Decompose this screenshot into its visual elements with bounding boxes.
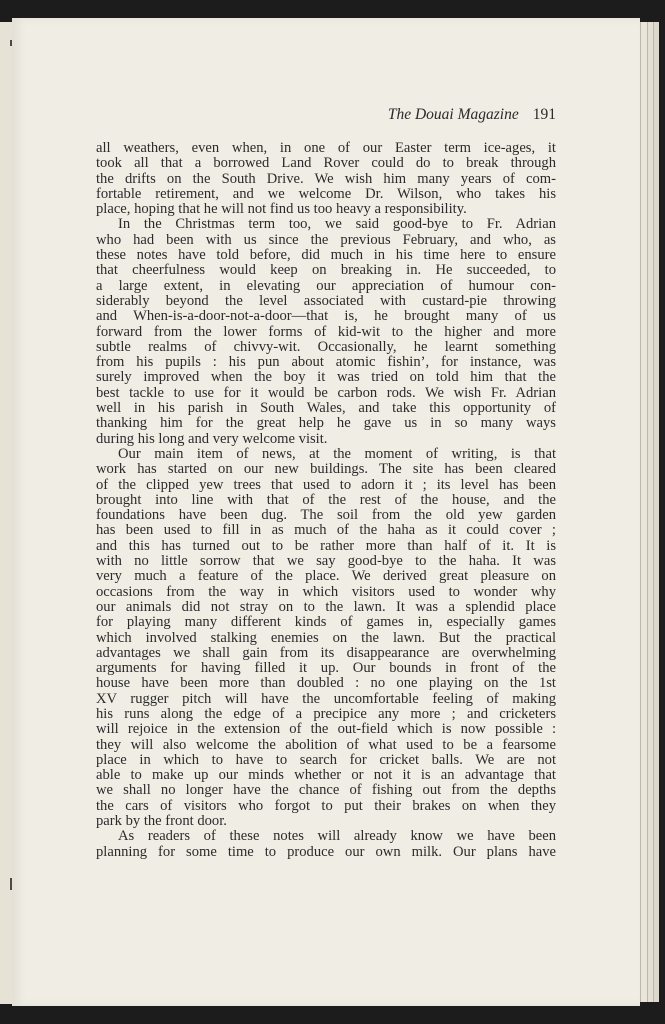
text-line: arguments for having filled it up. Our bounds in front of the bbox=[96, 660, 556, 677]
text-line: subtle realms of chivvy-wit. Occasionally, he learnt something bbox=[96, 338, 556, 355]
page-edge-stack bbox=[653, 22, 659, 1002]
text-line: park by the front door. bbox=[96, 813, 227, 830]
text-line: foundations have been dug. The soil from the old yew garden bbox=[96, 507, 556, 524]
text-line: from his pupils : his pun about atomic fishin’, for instance, was bbox=[96, 354, 556, 371]
text-line: thanking him for the great help he gave us in so many ways bbox=[96, 415, 556, 432]
running-title: The Douai Magazine bbox=[387, 106, 519, 123]
text-line: the cars of visitors who forgot to put their brakes on when they bbox=[96, 797, 556, 814]
text-line: place in which to have to search for cricket balls. We are not bbox=[96, 751, 556, 768]
running-header bbox=[84, 106, 556, 126]
text-line: who had been with us since the previous February, and who, as bbox=[96, 231, 556, 248]
text-line: occasions from the way in which visitors used to wonder why bbox=[96, 583, 556, 600]
text-line: our animals did not stray on to the lawn. It was a splendid place bbox=[96, 598, 556, 615]
text-line: the drifts on the South Drive. We wish him many years of com- bbox=[96, 170, 556, 187]
text-line: which involved stalking enemies on the lawn. But the practical bbox=[96, 629, 556, 646]
text-line: these notes have told before, did much in his time here to ensure bbox=[96, 247, 556, 264]
text-line: able to make up our minds whether or not it is an advantage that bbox=[96, 767, 556, 784]
text-line: of the clipped yew trees that used to adorn it ; its level has been bbox=[96, 476, 556, 493]
text-line: siderably beyond the level associated with custard-pie throwing bbox=[96, 292, 556, 309]
text-line: his runs along the edge of a precipice any more ; and cricketers bbox=[96, 705, 556, 722]
text-line: forward from the lower forms of kid-wit to the higher and more bbox=[96, 323, 556, 340]
text-line: work has started on our new buildings. The site has been cleared bbox=[96, 461, 556, 478]
page-number: 191 bbox=[532, 106, 556, 123]
text-line: house have been more than doubled : no one playing on the 1st bbox=[96, 675, 556, 692]
binding-mark bbox=[10, 878, 12, 890]
text-line: and When-is-a-door-not-a-door—that is, he brought many of us bbox=[96, 308, 556, 325]
text-line: and this has turned out to be rather more than half of it. It is bbox=[96, 537, 556, 554]
text-line: for playing many different kinds of games in, especially games bbox=[96, 614, 556, 631]
text-line: In the Christmas term too, we said good-bye to Fr. Adrian bbox=[118, 216, 556, 233]
text-line: best tackle to use for it would be carbon rods. We wish Fr. Adrian bbox=[96, 384, 556, 401]
binding-mark bbox=[10, 40, 12, 46]
text-line: we shall no longer have the chance of fishing out from the depths bbox=[96, 782, 556, 799]
text-line: during his long and very welcome visit. bbox=[96, 430, 328, 447]
text-line: has been used to fill in as much of the haha as it could cover ; bbox=[96, 522, 556, 539]
body-text bbox=[96, 141, 556, 860]
text-line: place, hoping that he will not find us too heavy a responsibility. bbox=[96, 201, 467, 218]
text-line: fortable retirement, and we welcome Dr. Wilson, who takes his bbox=[96, 185, 556, 202]
text-line: advantages we shall gain from its disappearance are overwhelming bbox=[96, 644, 556, 661]
text-line: brought into line with that of the rest of the house, and the bbox=[96, 491, 556, 508]
text-line: planning for some time to produce our own milk. Our plans have bbox=[96, 843, 556, 860]
text-line: As readers of these notes will already know we have been bbox=[118, 828, 556, 845]
text-line: very much a feature of the place. We derived great pleasure on bbox=[96, 568, 556, 585]
text-line: with no little sorrow that we say good-bye to the haha. It was bbox=[96, 553, 556, 570]
text-line: Our main item of news, at the moment of writing, is that bbox=[118, 445, 556, 462]
text-line: will rejoice in the extension of the out-field which is now possible : bbox=[96, 721, 556, 738]
text-line: all weathers, even when, in one of our Easter term ice-ages, it bbox=[96, 140, 556, 156]
text-line: a large extent, in elevating our appreciation of humour con- bbox=[96, 277, 556, 294]
text-line: surely improved when the boy it was tried on told him that the bbox=[96, 369, 556, 386]
text-line: that cheerfulness would keep on breaking in. He succeeded, to bbox=[96, 262, 556, 279]
text-line: they will also welcome the abolition of what used to be a fearsome bbox=[96, 736, 556, 753]
text-line: well in his parish in South Wales, and take this opportunity of bbox=[96, 400, 556, 417]
text-line: XV rugger pitch will have the uncomfortable feeling of making bbox=[96, 690, 556, 707]
text-line: took all that a borrowed Land Rover could do to break through bbox=[96, 155, 556, 172]
